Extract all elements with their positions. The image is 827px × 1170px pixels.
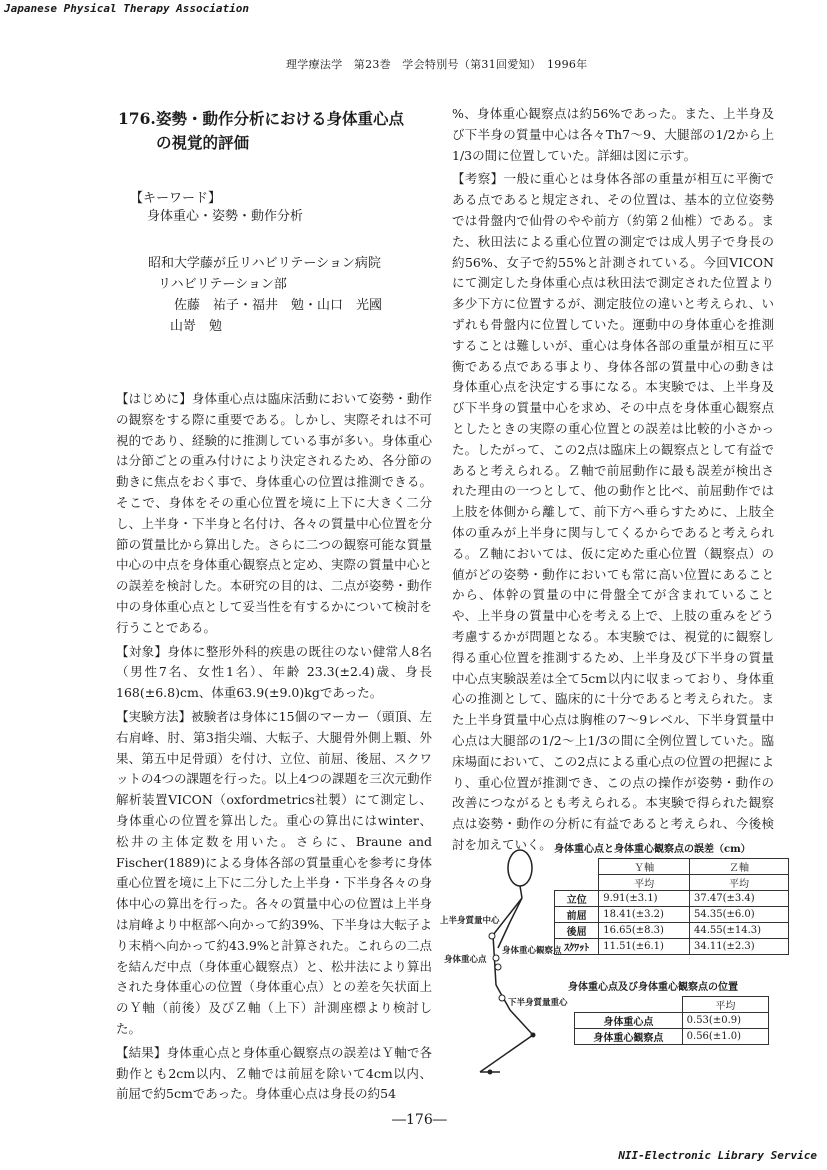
neck-line (520, 886, 522, 898)
cell-value: 0.56(±1.0) (682, 1029, 768, 1045)
row-label: 身体重心点 (575, 1013, 683, 1029)
authors-line: 佐藤 祐子・福井 勉・山口 光國 (174, 298, 383, 313)
library-footer: NII-Electronic Library Service (618, 1149, 817, 1162)
article-number: 176. (118, 109, 156, 128)
article-title (118, 107, 448, 155)
cell-y: 16.65(±8.3) (599, 923, 690, 939)
paragraph-results: 【結果】身体重心点と身体重心観察点の誤差はＹ軸で各動作とも2cm以内、Ｚ軸では前屈を除いて4cm以内、前屈で約5cmであった。身体重心点は身長の約54 (116, 1044, 432, 1102)
knee-marker (531, 1033, 536, 1038)
ankle-marker (488, 1070, 493, 1075)
error-table (554, 858, 789, 955)
cell-z: 37.47(±3.4) (689, 891, 788, 907)
table2-title: 身体重心点及び身体重心観察点の位置 (568, 982, 738, 993)
table-row (555, 939, 789, 955)
paragraph-discussion: 【考察】一般に重心とは身体各部の重量が相互に平衡である点であると規定され、その位置は、基本的立位姿勢では骨盤内で仙骨のやや前方（約第２仙椎）である。また、秋田法による重心位置の測定では成人男子で身長の約56%、女子で約55%と計測されている。今回VICONにて測定した身体重心点は秋田法で測定された位置より多少下方に位置するが、測定肢位の違いと考えられ、いずれも骨盤内に位置していた。運動中の身体重心を推測することは難しいが、重心は身体各部の重量が相互に平衡である点である事より、身体各部の質量中心の動きは身体重心点を決定する事になる。本実験では、上半身及び下半身の質量中心を求め、その中点を身体重心観察点としたときの実際の重心位置との誤差は比較的小さかった。したがって、この2点は臨床上の観察点として有益であると考えられる。Ｚ軸で前屈動作に最も誤差が検出された理由の一つとして、他の動作と比べ、前屈動作では上肢を体側から離して、前下方へ垂らすために、上肢全体の重みが上半身に関与してくるからであると考えられる。Ｚ軸においては、仮に定めた重心位置（観察点）の値がどの姿勢・動作においても常に高い位置にあることから、体幹の質量の中に骨盤全てが含まれていることや、上半身の質量中心を考える上で、上肢の重みをどう考慮するかが問題となる。本実験では、視覚的に観察し得る重心位置を推測するため、上半身及び下半身の質量中心点実験誤差は全て5cm以内に収まっており、身体重心の推測として、臨床的に十分であると考えられた。また上半身質量中心点は胸椎の7～9レベル、下半身質量中心点は大腿部の1/2～上1/3の間に全例位置していた。臨床場面において、この2点による重心点の位置の把握により、重心位置が推測でき、この点の操作が姿勢・動作の改善につながるとも考えられる。本実験で得られた観察点は姿勢・動作の分析に有益であると考えられ、今後検討を加えていく。 (452, 171, 774, 852)
col-avg: 平均 (689, 875, 788, 891)
row-label: 立位 (555, 891, 599, 907)
upper-com-marker (489, 933, 495, 939)
affiliation-line: リハビリテーション部 (158, 277, 287, 292)
lower-com-marker (499, 995, 505, 1001)
table1-title: 身体重心点と身体重心観察点の誤差（cm） (554, 844, 751, 855)
paragraph-introduction: 【はじめに】身体重心点は臨床活動において姿勢・動作の観察をする際に重要である。しかし、実際それは不可視的であり、経験的に推測している事が多い。身体重心は分節ごとの重み付けにより決定されるため、各分節の動きに焦点をおく事で、身体重心の位置は推測できる。そこで、身体をその重心位置を境に上下に大きく二分し、上半身・下半身と名付け、各々の質量中心位置を分節の質量比から算出した。さらに二つの観察可能な質量中心の中点を身体重心観察点と定め、実際の質量中心との誤差を検討した。本研究の目的は、二点が姿勢・動作中の身体重心点として妥当性を有するかについて検討を行うことである。 (116, 391, 432, 635)
title-line-1: 姿勢・動作分析における身体重心点 (156, 109, 405, 128)
table-row (555, 923, 789, 939)
row-label: 後屈 (555, 923, 599, 939)
label-lower-com: 下半身質量重心 (508, 998, 568, 1008)
keywords-text: 身体重心・姿勢・動作分析 (147, 209, 304, 224)
page-number: ―176― (392, 1112, 447, 1128)
right-column (452, 104, 774, 859)
position-table (574, 996, 769, 1045)
cell-z: 34.11(±2.3) (689, 939, 788, 955)
row-label: 前屈 (555, 907, 599, 923)
label-observe-point: 身体重心観察点 (502, 946, 562, 956)
figure (438, 840, 798, 1080)
authors-line: 山嵜 勉 (170, 319, 223, 334)
observe-point-marker (495, 964, 501, 970)
head-shape (508, 850, 532, 886)
row-label: 身体重心観察点 (575, 1029, 683, 1045)
table-row (555, 907, 789, 923)
shank-line (480, 1035, 533, 1072)
cell-y: 9.91(±3.1) (599, 891, 690, 907)
label-cog: 身体重心点 (444, 955, 487, 965)
association-header: Japanese Physical Therapy Association (4, 2, 250, 15)
cell-value: 0.53(±0.9) (682, 1013, 768, 1029)
paragraph-results-cont: %、身体重心観察点は約56%であった。また、上半身及び下半身の質量中心は各々Th7～9、大腿部の1/2から上1/3の間に位置していた。詳細は図に示す。 (452, 106, 774, 163)
cell-y: 18.41(±3.2) (599, 907, 690, 923)
row-label: ｽｸﾜｯﾄ (555, 939, 599, 955)
title-line-2: の視覚的評価 (156, 133, 250, 152)
col-z-axis: Ｚ軸 (689, 859, 788, 875)
left-column (116, 389, 432, 1108)
table-row (555, 891, 789, 907)
affiliation-line: 昭和大学藤が丘リハビリテーション病院 (148, 256, 381, 271)
col-y-axis: Ｙ軸 (599, 859, 690, 875)
paragraph-subjects: 【対象】身体に整形外科的疾患の既往のない健常人8名（男性7名、女性1名）、年齢 23.3(±2.4)歳、身長168(±6.8)cm、体重63.9(±9.0)kgであった。 (116, 643, 432, 701)
cell-z: 54.35(±6.0) (689, 907, 788, 923)
keywords-heading: 【キーワード】 (130, 191, 222, 206)
table-row (575, 1029, 769, 1045)
cell-z: 44.55(±14.3) (689, 923, 788, 939)
cell-y: 11.51(±6.1) (599, 939, 690, 955)
journal-header: 理学療法学 第23巻 学会特別号（第31回愛知） 1996年 (286, 58, 588, 71)
cog-marker (493, 955, 499, 961)
table-row (575, 1013, 769, 1029)
label-upper-com: 上半身質量中心 (440, 916, 500, 926)
affiliation (148, 253, 382, 337)
thigh-line-2 (510, 1010, 533, 1035)
paragraph-methods: 【実験方法】被験者は身体に15個のマーカー（頭頂、左右肩峰、肘、第3指尖端、大転子、大腿骨外側上顆、外果、第五中足骨頭）を付け、立位、前屈、後屈、スクワットの4つの課題を行った。以上4つの課題を三次元動作解析装置VICON（oxfordmetrics社製）にて測定し、身体重心の位置を算出した。重心の算出にはwinter、松井の主体定数を用いた。さらに、Braune and Fischer(1889)による身体各部の質量重心を参考に身体重心位置を境に上下に二分した上半身・下半身各々の身体中心の算出を行った。各々の質量中心の位置は上半身は肩峰より中枢部へ向かって約39%、下半身は大転子より末梢へ向かって約43.9%と計算された。これらの二点を結んだ中点（身体重心観察点）と、松井法により算出された身体重心の位置（身体重心点）との差を矢状面上のＹ軸（前後）及びＺ軸（上下）計測座標より検討した。 (116, 708, 432, 1036)
col-avg: 平均 (599, 875, 690, 891)
col-avg: 平均 (682, 997, 768, 1013)
